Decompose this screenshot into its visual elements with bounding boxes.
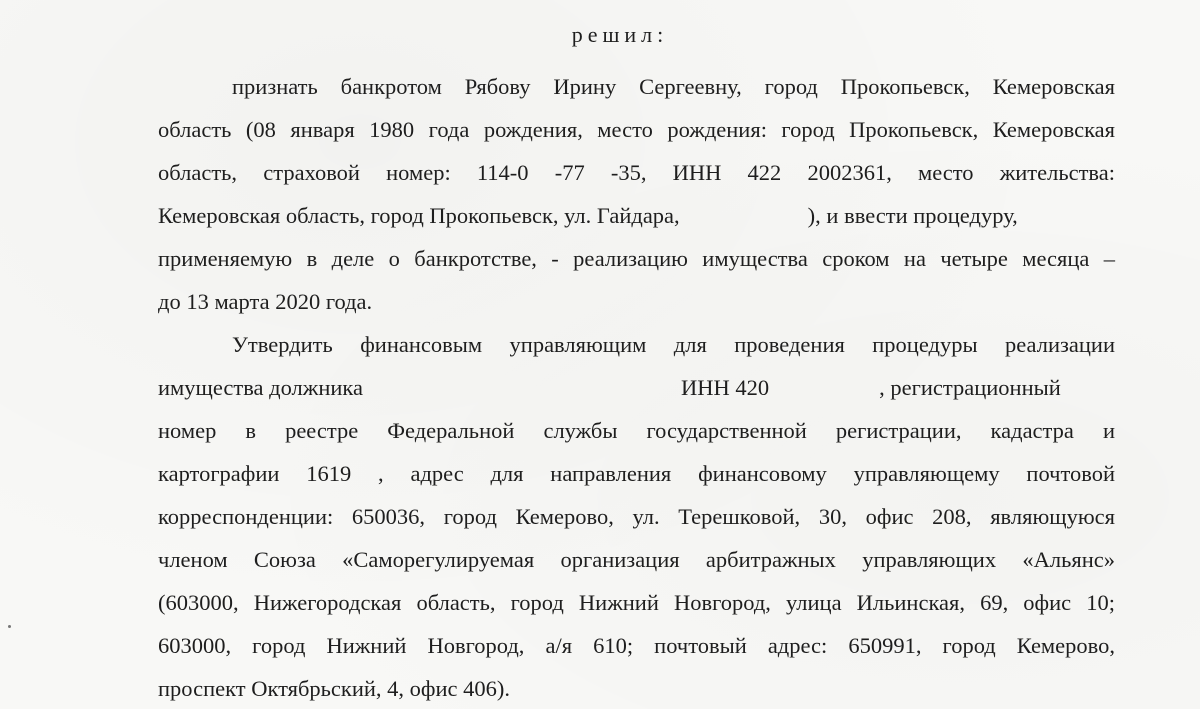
paragraph1-line2: область (08 января 1980 года рождения, место рождения: город Прокопьевск, Кемеровская xyxy=(158,117,1115,142)
paragraph2-line9: проспект Октябрьский, 4, офис 406). xyxy=(158,676,511,701)
paragraph1-line5: применяемую в деле о банкротстве, - реализацию имущества сроком на четыре месяца – xyxy=(158,246,1115,271)
paragraph2-line5: корреспонденции: 650036, город Кемерово, ул. Терешковой, 30, офис 208, являющуюся xyxy=(158,504,1115,529)
paragraph1-line1: признать банкротом Рябову Ирину Сергеевну, город Прокопьевск, Кемеровская xyxy=(232,74,1115,99)
paragraph2-line3: номер в реестре Федеральной службы государственной регистрации, кадастра и xyxy=(158,418,1115,443)
scan-speck xyxy=(8,625,11,628)
paragraph2-line4: картографии 1619 , адрес для направления финансовому управляющему почтовой xyxy=(158,461,1115,486)
paragraph1-line3: область, страховой номер: 114-0 -77 -35, ИНН 422 2002361, место жительства: xyxy=(158,160,1115,185)
paragraph2-line1: Утвердить финансовым управляющим для проведения процедуры реализации xyxy=(232,332,1115,357)
paragraph2-line6: членом Союза «Саморегулируемая организация арбитражных управляющих «Альянс» xyxy=(158,547,1115,572)
debtor-property-text: имущества должника xyxy=(158,375,363,400)
inn-text: ИНН 420 xyxy=(681,375,770,400)
address-tail: ), и ввести процедуру, xyxy=(807,203,1018,228)
address-text: Кемеровская область, город Прокопьевск, ул. Гайдара, xyxy=(158,203,680,228)
paragraph1-line4 xyxy=(158,202,1115,230)
paragraph2-line8: 603000, город Нижний Новгород, а/я 610; почтовый адрес: 650991, город Кемерово, xyxy=(158,633,1115,658)
paragraph2-line2 xyxy=(158,374,1115,402)
decision-heading: решил: xyxy=(571,22,669,47)
registration-text: , регистрационный xyxy=(879,375,1061,400)
paragraph1-line6: до 13 марта 2020 года. xyxy=(158,289,373,314)
paragraph2-line7: (603000, Нижегородская область, город Нижний Новгород, улица Ильинская, 69, офис 10; xyxy=(158,590,1115,615)
